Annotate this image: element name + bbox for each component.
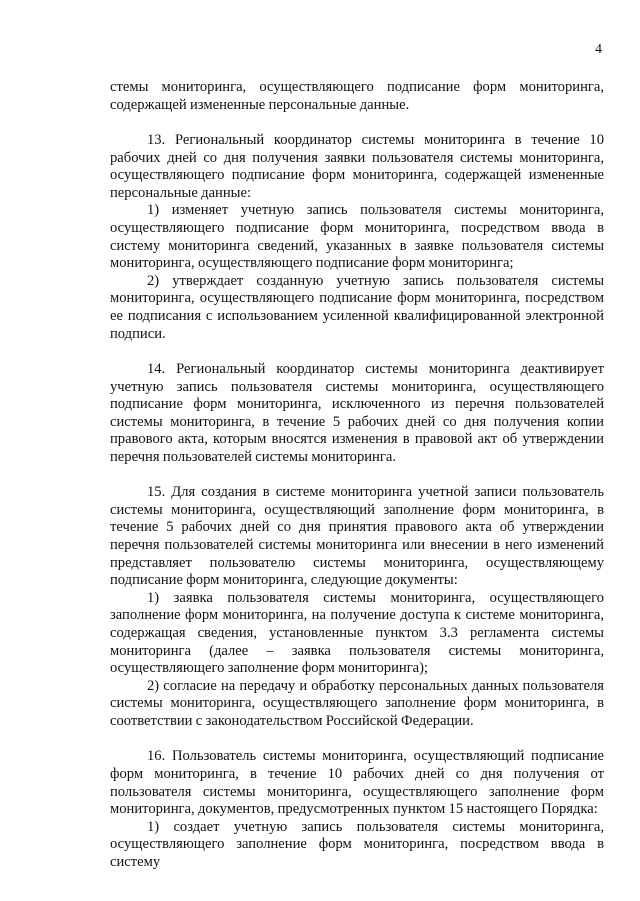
paragraph-item-16-sub-1: 1) создает учетную запись пользователя системы мониторинга, осуществляющего заполнение форм мониторинга, посредством ввода в систему (110, 818, 604, 870)
page-number: 4 (595, 42, 602, 57)
paragraph-item-16: 16. Пользователь системы мониторинга, осуществляющий подписание форм мониторинга, в течение 10 рабочих дней со дня получения от пользователя системы мониторинга, осуществляющего заполнение форм мониторинга, документов, предусмотренных пунктом 15 настоящего Порядка: (110, 748, 604, 818)
paragraph-item-15-sub-1: 1) заявка пользователя системы мониторинга, осуществляющего заполнение форм мониторинга, на получение доступа к системе мониторинга, содержащая сведения, установленные пунктом 3.3 регламента системы мониторинга (далее – заявка пользователя системы мониторинга, осуществляющего заполнение форм мониторинга); (110, 589, 604, 677)
paragraph-item-13: 13. Региональный координатор системы мониторинга в течение 10 рабочих дней со дня получения заявки пользователя системы мониторинга, осуществляющего подписание форм мониторинга, содержащей измененные персональные данные: (110, 131, 604, 201)
paragraph-item-13-sub-2: 2) утверждает созданную учетную запись пользователя системы мониторинга, осуществляющего подписание форм мониторинга, посредством ее подписания с использованием усиленной квалифицированной электронной подписи. (110, 272, 604, 342)
paragraph-item-15: 15. Для создания в системе мониторинга учетной записи пользователь системы мониторинга, осуществляющий заполнение форм мониторинга, в течение 5 рабочих дней со дня принятия правового акта об утверждении перечня пользователей системы мониторинга или внесении в него изменений представляет пользователю системы мониторинга, осуществляющему подписание форм мониторинга, следующие документы: (110, 484, 604, 589)
document-body (110, 79, 604, 872)
paragraph-continuation: стемы мониторинга, осуществляющего подписание форм мониторинга, содержащей измененные персональные данные. (110, 79, 604, 113)
paragraph-item-14: 14. Региональный координатор системы мониторинга деактивирует учетную запись пользователя системы мониторинга, осуществляющего подписание форм мониторинга, исключенного из перечня пользователей системы мониторинга, в течение 5 рабочих дней со дня получения копии правового акта, которым вносятся изменения в правовой акт об утверждении перечня пользователей системы мониторинга. (110, 360, 604, 465)
paragraph-item-15-sub-2: 2) согласие на передачу и обработку персональных данных пользователя системы мониторинга, осуществляющего заполнение форм мониторинга, в соответствии с законодательством Российской Федерации. (110, 677, 604, 729)
paragraph-item-13-sub-1: 1) изменяет учетную запись пользователя системы мониторинга, осуществляющего подписание форм мониторинга, посредством ввода в систему мониторинга сведений, указанных в заявке пользователя системы мониторинга, осуществляющего подписание форм мониторинга; (110, 202, 604, 272)
